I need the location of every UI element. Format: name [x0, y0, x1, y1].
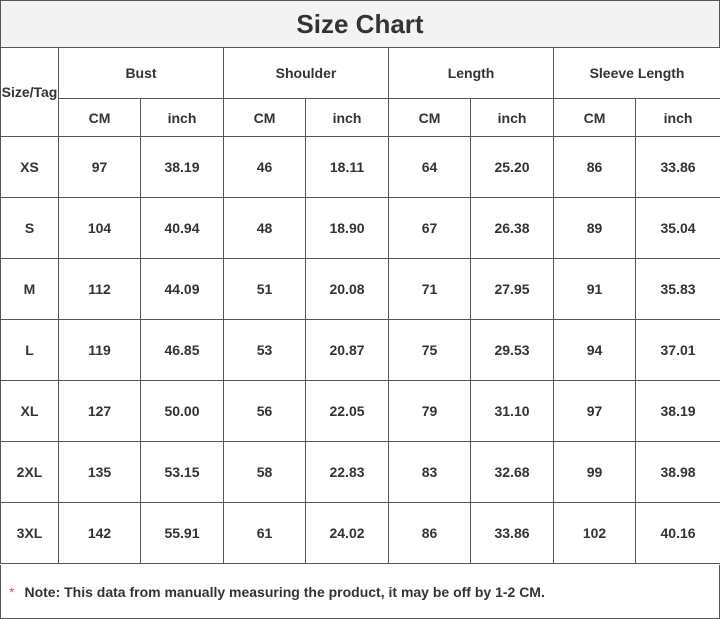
group-header-sleeve-length: Sleeve Length: [554, 48, 720, 99]
table-cell: 53.15: [141, 442, 224, 503]
table-cell: 67: [389, 198, 471, 259]
table-cell: 55.91: [141, 503, 224, 564]
table-cell: 79: [389, 381, 471, 442]
size-label: 3XL: [1, 503, 59, 564]
size-label: S: [1, 198, 59, 259]
table-cell: 31.10: [471, 381, 554, 442]
table-cell: 38.98: [636, 442, 720, 503]
unit-header: CM: [554, 99, 636, 137]
size-label: M: [1, 259, 59, 320]
table-cell: 89: [554, 198, 636, 259]
table-row: [1, 137, 720, 198]
table-cell: 64: [389, 137, 471, 198]
table-row: [1, 381, 720, 442]
table-cell: 26.38: [471, 198, 554, 259]
group-header-row: [1, 48, 720, 99]
unit-header-row: [1, 99, 720, 137]
size-label: 2XL: [1, 442, 59, 503]
measurement-note: [0, 565, 720, 619]
size-label: L: [1, 320, 59, 381]
table-cell: 83: [389, 442, 471, 503]
size-label: XL: [1, 381, 59, 442]
table-cell: 71: [389, 259, 471, 320]
table-cell: 25.20: [471, 137, 554, 198]
table-cell: 20.08: [306, 259, 389, 320]
table-cell: 35.83: [636, 259, 720, 320]
table-cell: 48: [224, 198, 306, 259]
table-cell: 18.90: [306, 198, 389, 259]
table-row: [1, 320, 720, 381]
table-cell: 35.04: [636, 198, 720, 259]
unit-header: inch: [306, 99, 389, 137]
group-header-length: Length: [389, 48, 554, 99]
table-cell: 37.01: [636, 320, 720, 381]
note-asterisk: *: [9, 583, 15, 600]
table-cell: 44.09: [141, 259, 224, 320]
table-cell: 33.86: [636, 137, 720, 198]
size-rows: [1, 137, 720, 564]
size-tag-header: Size/Tag: [1, 48, 59, 137]
table-cell: 142: [59, 503, 141, 564]
table-cell: 112: [59, 259, 141, 320]
unit-header: CM: [59, 99, 141, 137]
table-cell: 24.02: [306, 503, 389, 564]
table-cell: 56: [224, 381, 306, 442]
table-cell: 75: [389, 320, 471, 381]
table-cell: 38.19: [636, 381, 720, 442]
unit-header: inch: [636, 99, 720, 137]
table-cell: 135: [59, 442, 141, 503]
size-label: XS: [1, 137, 59, 198]
table-row: [1, 198, 720, 259]
table-cell: 102: [554, 503, 636, 564]
table-cell: 38.19: [141, 137, 224, 198]
table-cell: 20.87: [306, 320, 389, 381]
table-cell: 61: [224, 503, 306, 564]
chart-title: Size Chart: [0, 0, 720, 47]
table-cell: 104: [59, 198, 141, 259]
table-row: [1, 503, 720, 564]
table-cell: 40.94: [141, 198, 224, 259]
table-cell: 127: [59, 381, 141, 442]
table-cell: 51: [224, 259, 306, 320]
table-cell: 58: [224, 442, 306, 503]
table-cell: 119: [59, 320, 141, 381]
table-cell: 18.11: [306, 137, 389, 198]
table-cell: 99: [554, 442, 636, 503]
table-cell: 53: [224, 320, 306, 381]
table-cell: 86: [554, 137, 636, 198]
table-cell: 97: [554, 381, 636, 442]
table-cell: 33.86: [471, 503, 554, 564]
table-cell: 22.83: [306, 442, 389, 503]
table-cell: 32.68: [471, 442, 554, 503]
unit-header: inch: [141, 99, 224, 137]
unit-header: inch: [471, 99, 554, 137]
table-row: [1, 442, 720, 503]
unit-header: CM: [389, 99, 471, 137]
table-cell: 94: [554, 320, 636, 381]
table-cell: 46: [224, 137, 306, 198]
table-cell: 40.16: [636, 503, 720, 564]
group-header-bust: Bust: [59, 48, 224, 99]
size-table: [0, 47, 720, 564]
table-cell: 29.53: [471, 320, 554, 381]
table-cell: 50.00: [141, 381, 224, 442]
table-cell: 27.95: [471, 259, 554, 320]
table-cell: 22.05: [306, 381, 389, 442]
group-header-shoulder: Shoulder: [224, 48, 389, 99]
table-cell: 91: [554, 259, 636, 320]
table-cell: 86: [389, 503, 471, 564]
table-cell: 97: [59, 137, 141, 198]
note-text: Note: This data from manually measuring the product, it may be off by 1-2 CM.: [24, 583, 545, 600]
table-cell: 46.85: [141, 320, 224, 381]
table-row: [1, 259, 720, 320]
unit-header: CM: [224, 99, 306, 137]
